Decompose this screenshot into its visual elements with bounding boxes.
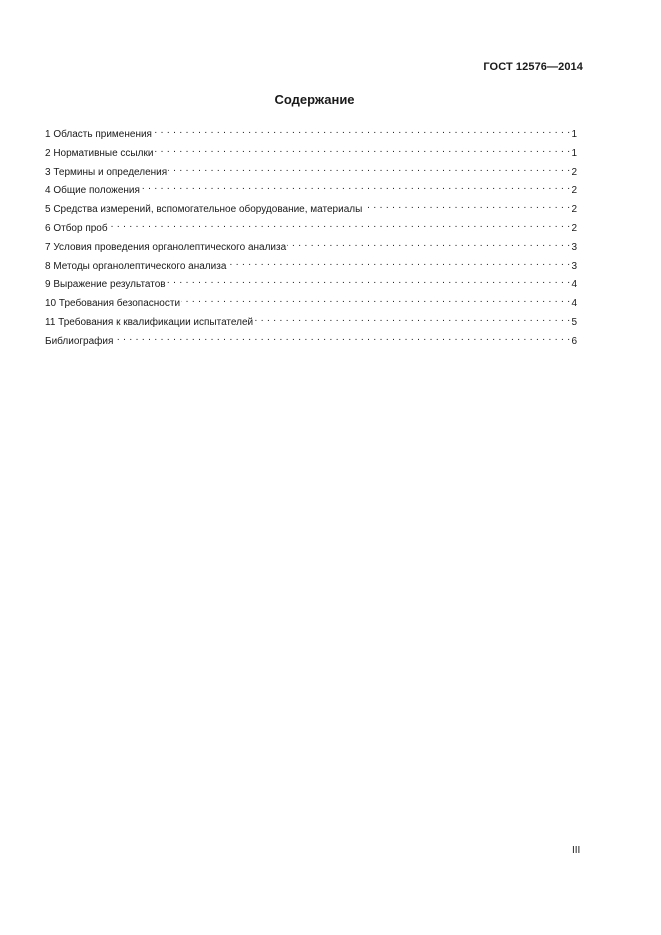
toc-entry-page: 6 (571, 335, 577, 347)
toc-dot-leader (181, 293, 570, 306)
document-code: ГОСТ 12576—2014 (483, 61, 583, 73)
toc-entry[interactable] (45, 162, 577, 181)
toc-dot-leader (153, 124, 570, 137)
toc-entry[interactable] (45, 274, 577, 293)
toc-entry-label: 5 Средства измерений, вспомогательное оборудование, материалы (45, 204, 363, 216)
toc-entry-label: 6 Отбор проб (45, 222, 108, 234)
toc-title: Содержание (274, 92, 355, 107)
toc-dot-leader (363, 199, 570, 212)
toc-entry[interactable] (45, 237, 577, 256)
toc-entry[interactable] (45, 180, 577, 199)
toc-entry-label: Библиография (45, 335, 114, 347)
toc-entry-label: 9 Выражение результатов (45, 279, 166, 291)
toc-entry-page: 5 (571, 316, 577, 328)
toc-dot-leader (254, 312, 570, 325)
toc-entry-label: 1 Область применения (45, 129, 152, 140)
toc-entry-page: 2 (571, 185, 577, 197)
toc-dot-leader (141, 180, 571, 193)
toc-entry-label: 4 Общие положения (45, 185, 140, 197)
toc-entry-page: 4 (571, 298, 577, 310)
toc-entry-page: 2 (571, 166, 577, 178)
toc-entry[interactable] (45, 199, 577, 218)
toc-entry[interactable] (45, 218, 577, 237)
toc-entry-page: 4 (571, 279, 577, 291)
toc-entry-label: 10 Требования безопасности (45, 298, 181, 310)
toc-dot-leader (167, 274, 571, 287)
toc-entry[interactable] (45, 312, 577, 331)
toc-entry-label: 3 Термины и определения (45, 166, 168, 178)
toc-entry-page: 3 (571, 241, 577, 253)
toc-entry-label: 7 Условия проведения органолептического анализа (45, 241, 287, 253)
toc-entry[interactable] (45, 331, 577, 350)
toc-dot-leader (287, 237, 570, 250)
toc-entry[interactable] (45, 143, 577, 162)
page-number: III (572, 845, 581, 856)
toc-dot-leader (154, 143, 570, 156)
toc-entry[interactable] (45, 256, 577, 275)
toc-entry-page: 1 (571, 147, 577, 159)
table-of-contents (45, 124, 577, 350)
toc-entry-page: 3 (571, 260, 577, 272)
toc-entry-label: 11 Требования к квалификации испытателей (45, 316, 254, 328)
toc-dot-leader (168, 162, 570, 175)
toc-dot-leader (227, 256, 570, 269)
toc-entry-page: 1 (571, 129, 577, 140)
toc-entry[interactable] (45, 293, 577, 312)
toc-entry[interactable] (45, 124, 577, 143)
toc-entry-page: 2 (571, 204, 577, 216)
toc-entry-page: 2 (571, 222, 577, 234)
toc-entry-label: 8 Методы органолептического анализа (45, 260, 227, 272)
toc-dot-leader (109, 218, 571, 231)
toc-entry-label: 2 Нормативные ссылки (45, 147, 154, 159)
toc-dot-leader (114, 331, 570, 344)
